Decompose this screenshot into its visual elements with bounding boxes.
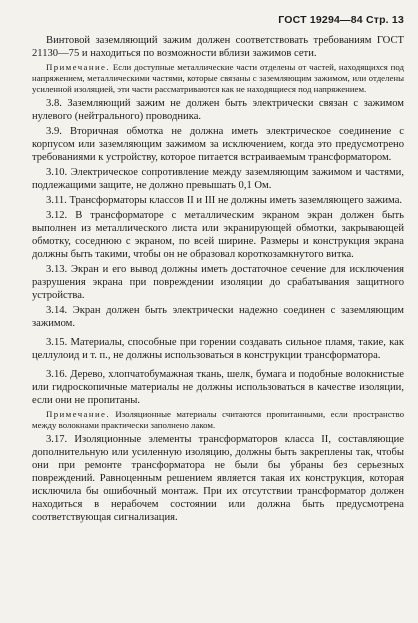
body-paragraph: 3.8. Заземляющий зажим не должен быть электрически связан с зажимом нулевого (нейтрального) проводника. (32, 98, 404, 122)
body-paragraph: 3.14. Экран должен быть электрически надежно соединен с заземляющим зажимом. (32, 305, 404, 329)
body-paragraph: Винтовой заземляющий зажим должен соответствовать требованиям ГОСТ 21130—75 и находиться по возможности вблизи зажимов сети. (32, 35, 404, 59)
body-paragraph: 3.13. Экран и его вывод должны иметь достаточное сечение для исключения разрушения экрана при повреждении изоляции до срабатывания защитного устройства. (32, 264, 404, 301)
body-paragraph: 3.9. Вторичная обмотка не должна иметь электрическое соединение с корпусом или заземляющим зажимом за исключением, когда это предусмотрено требованиями к устройству, которое питается встраиваемым трансформатором. (32, 126, 404, 163)
note-text: Если доступные металлические части отделены от частей, находящихся под напряжением, металлическими частями, которые связаны с заземляющим зажимом, или отделены усиленной изоляцией, эти части рассматриваются как не находящиеся под напряжением. (32, 62, 404, 94)
note-paragraph (32, 409, 404, 431)
body-paragraph: 3.17. Изоляционные элементы трансформаторов класса II, составляющие дополнительную или усиленную изоляцию, должны быть закреплены так, чтобы они при ремонте трансформатора не были бы убраны без серьезных повреждений. Равноценным решением является такая их конструкция, которая исключила бы ошибочный монтаж. При их отсутствии трансформатор должен находиться в нерабочем состоянии или должна быть предусмотрена соответствующая сигнализация. (32, 434, 404, 523)
body-paragraph: 3.10. Электрическое сопротивление между заземляющим зажимом и частями, подлежащими защите, не должно превышать 0,1 Ом. (32, 167, 404, 191)
body-paragraph: 3.15. Материалы, способные при горении создавать сильное пламя, такие, как целлулоид и т. п., не должны использоваться в конструкции трансформатора. (32, 337, 404, 361)
body-paragraph: 3.12. В трансформаторе с металлическим экраном экран должен быть выполнен из металлического листа или экранирующей обмотки, закрывающей обмотку, соседнюю с экраном, по всей ширине. Размеры и конструкция экрана должны быть такими, чтобы он не образовал короткозамкнутого витка. (32, 210, 404, 260)
body-paragraph: 3.11. Трансформаторы классов II и III не должны иметь заземляющего зажима. (46, 195, 403, 206)
note-heading: Примечание. (46, 409, 110, 419)
body-paragraph: 3.16. Дерево, хлопчатобумажная ткань, шелк, бумага и подобные волокнистые или гидроскопичные материалы не должны использоваться в качестве изоляции, если они не пропитаны. (32, 369, 404, 406)
note-text: Изоляционные материалы считаются пропитанными, если пространство между волокнами практически заполнено лаком. (32, 409, 404, 430)
page-header: ГОСТ 19294—84 Стр. 13 (278, 14, 404, 26)
note-heading: Примечание. (46, 62, 110, 72)
document-body (32, 34, 404, 524)
note-paragraph (32, 62, 404, 95)
